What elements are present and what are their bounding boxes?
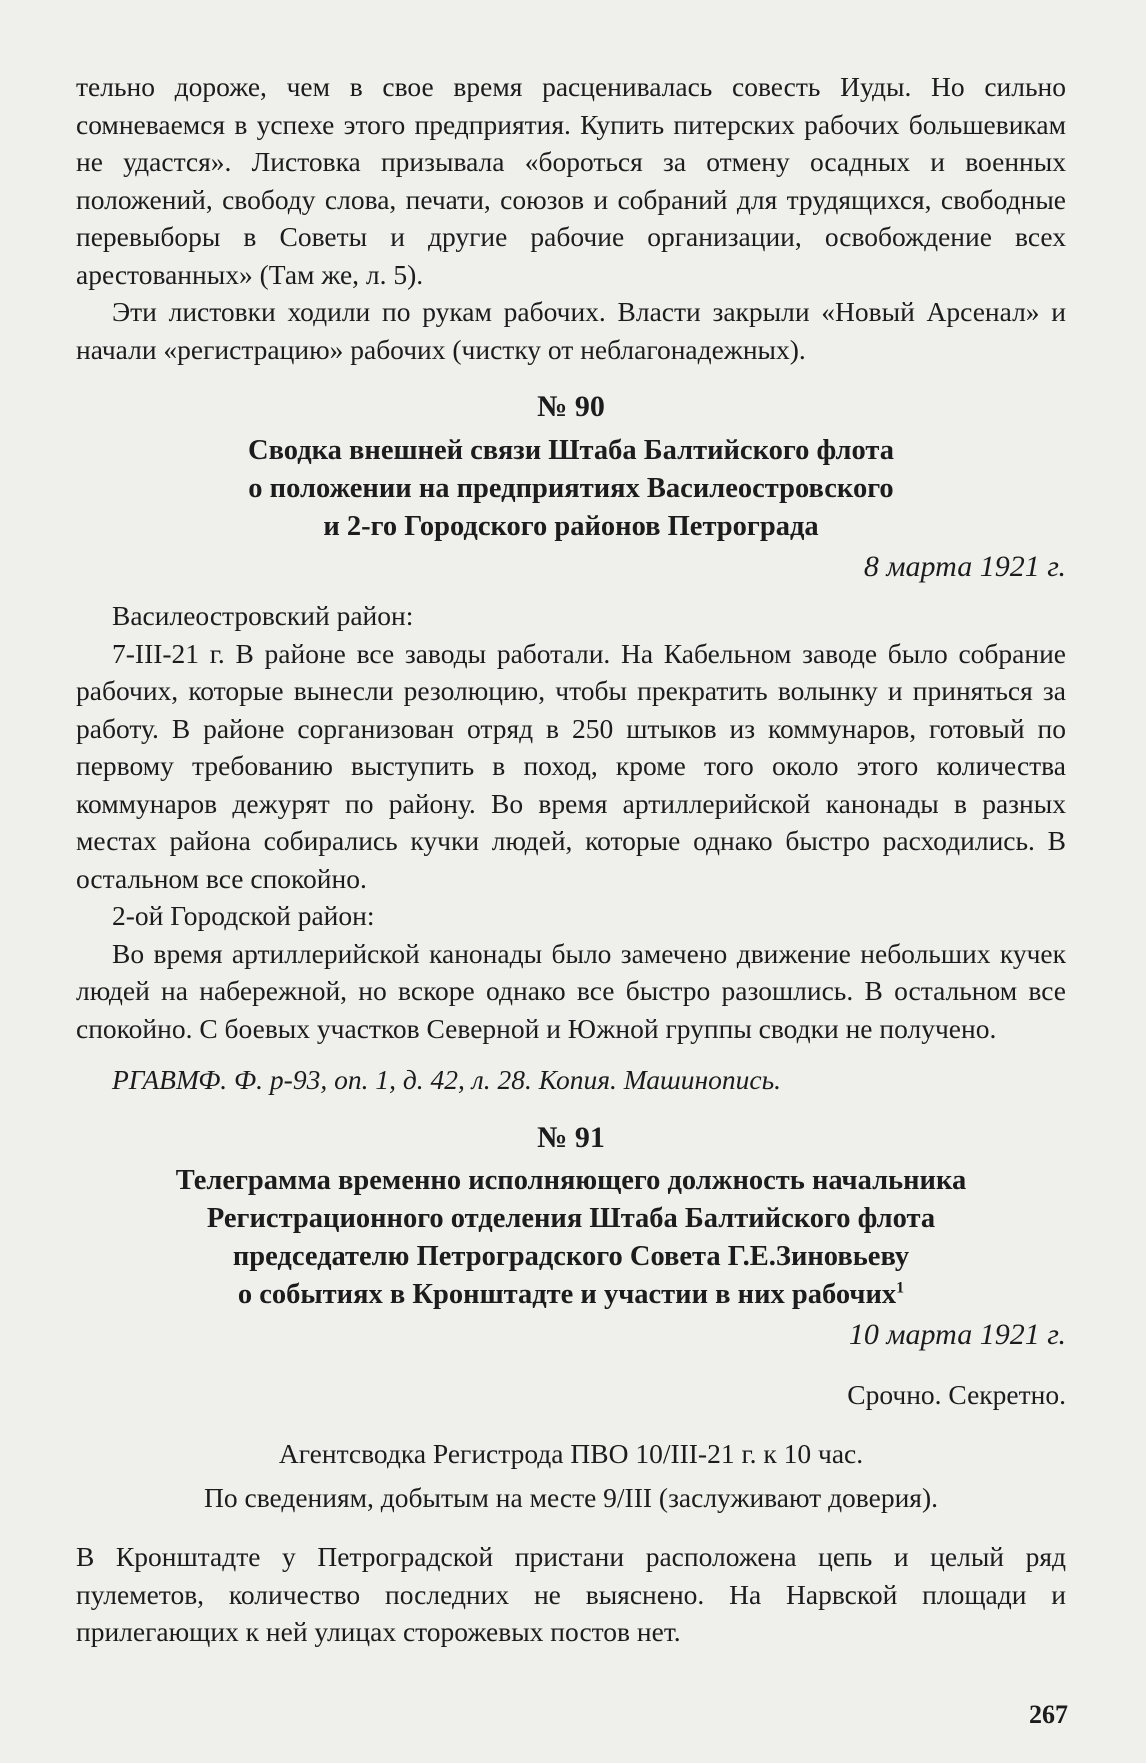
paragraph: Василеостровский район:	[112, 600, 414, 631]
report-header: Агентсводка Регистрода ПВО 10/III-21 г. к 10 час.	[278, 1438, 864, 1469]
title-line	[76, 1276, 1066, 1314]
title-text: о событиях в Кронштадте и участии в них рабочих	[237, 1279, 897, 1310]
paragraph: 7-III-21 г. В районе все заводы работали. На Кабельном заводе было собрание рабочих, которые вынесли резолюцию, чтобы прекратить волынку и приняться за работу. В районе сорганизован отряд в 250 штыков из коммунаров, готовый по первому требованию выступить в поход, кроме того около этого количества коммунаров дежурят по району. Во время артиллерийской канонады в разных местах района собирались кучки людей, которые однако быстро расходились. В остальном все спокойно.	[76, 637, 1066, 894]
document-number: № 90	[537, 390, 605, 423]
document-number: № 91	[537, 1120, 605, 1154]
secrecy-stamp: Срочно. Секретно.	[847, 1378, 1066, 1410]
document-title	[76, 1162, 1066, 1314]
report-subheader: По сведениям, добытым на месте 9/III (заслуживают доверия).	[204, 1481, 938, 1513]
footnote-marker: 1	[896, 1279, 905, 1297]
document-date: 8 марта 1921 г.	[863, 549, 1066, 583]
page-body	[76, 68, 1066, 1651]
title-line: Сводка внешней связи Штаба Балтийского флота	[248, 434, 894, 466]
paragraph: Во время артиллерийской канонады было замечено движение небольших кучек людей на набережной, но вскоре однако все быстро разошлись. В остальном все спокойно. С боевых участков Северной и Южной группы сводки не получено.	[76, 937, 1066, 1044]
title-line: председателю Петроградского Совета Г.Е.Зиновьеву	[232, 1241, 910, 1272]
title-line: Регистрационного отделения Штаба Балтийского флота	[206, 1203, 936, 1234]
page-number: 267	[1029, 1700, 1068, 1729]
paragraph: тельно дороже, чем в свое время расценивалась совесть Иуды. Но сильно сомневаемся в успехе этого предприятия. Купить питерских рабочих большевикам не удастся». Листовка призывала «бороться за отмену осадных и военных положений, свободу слова, печати, союзов и собраний для трудящихся, свободные перевыборы в Советы и другие рабочие организации, освобождение всех арестованных» (Там же, л. 5).	[76, 71, 1066, 290]
title-line: и 2-го Городского районов Петрограда	[323, 510, 819, 542]
paragraph: Эти листовки ходили по рукам рабочих. Власти закрыли «Новый Арсенал» и начали «регистрацию» рабочих (чистку от неблагонадежных).	[76, 296, 1066, 365]
paragraph: 2-ой Городской район:	[112, 900, 375, 931]
title-line: о положении на предприятиях Василеостровского	[248, 472, 894, 504]
archive-source: РГАВМФ. Ф. р-93, оп. 1, д. 42, л. 28. Копия. Машинопись.	[112, 1064, 781, 1095]
document-title	[76, 432, 1066, 546]
title-line: Телеграмма временно исполняющего должность начальника	[175, 1165, 967, 1196]
document-date: 10 марта 1921 г.	[848, 1318, 1066, 1351]
paragraph: В Кронштадте у Петроградской пристани расположена цепь и целый ряд пулеметов, количество последних не выяснено. На Нарвской площади и прилегающих к ней улицах сторожевых постов нет.	[76, 1541, 1066, 1647]
